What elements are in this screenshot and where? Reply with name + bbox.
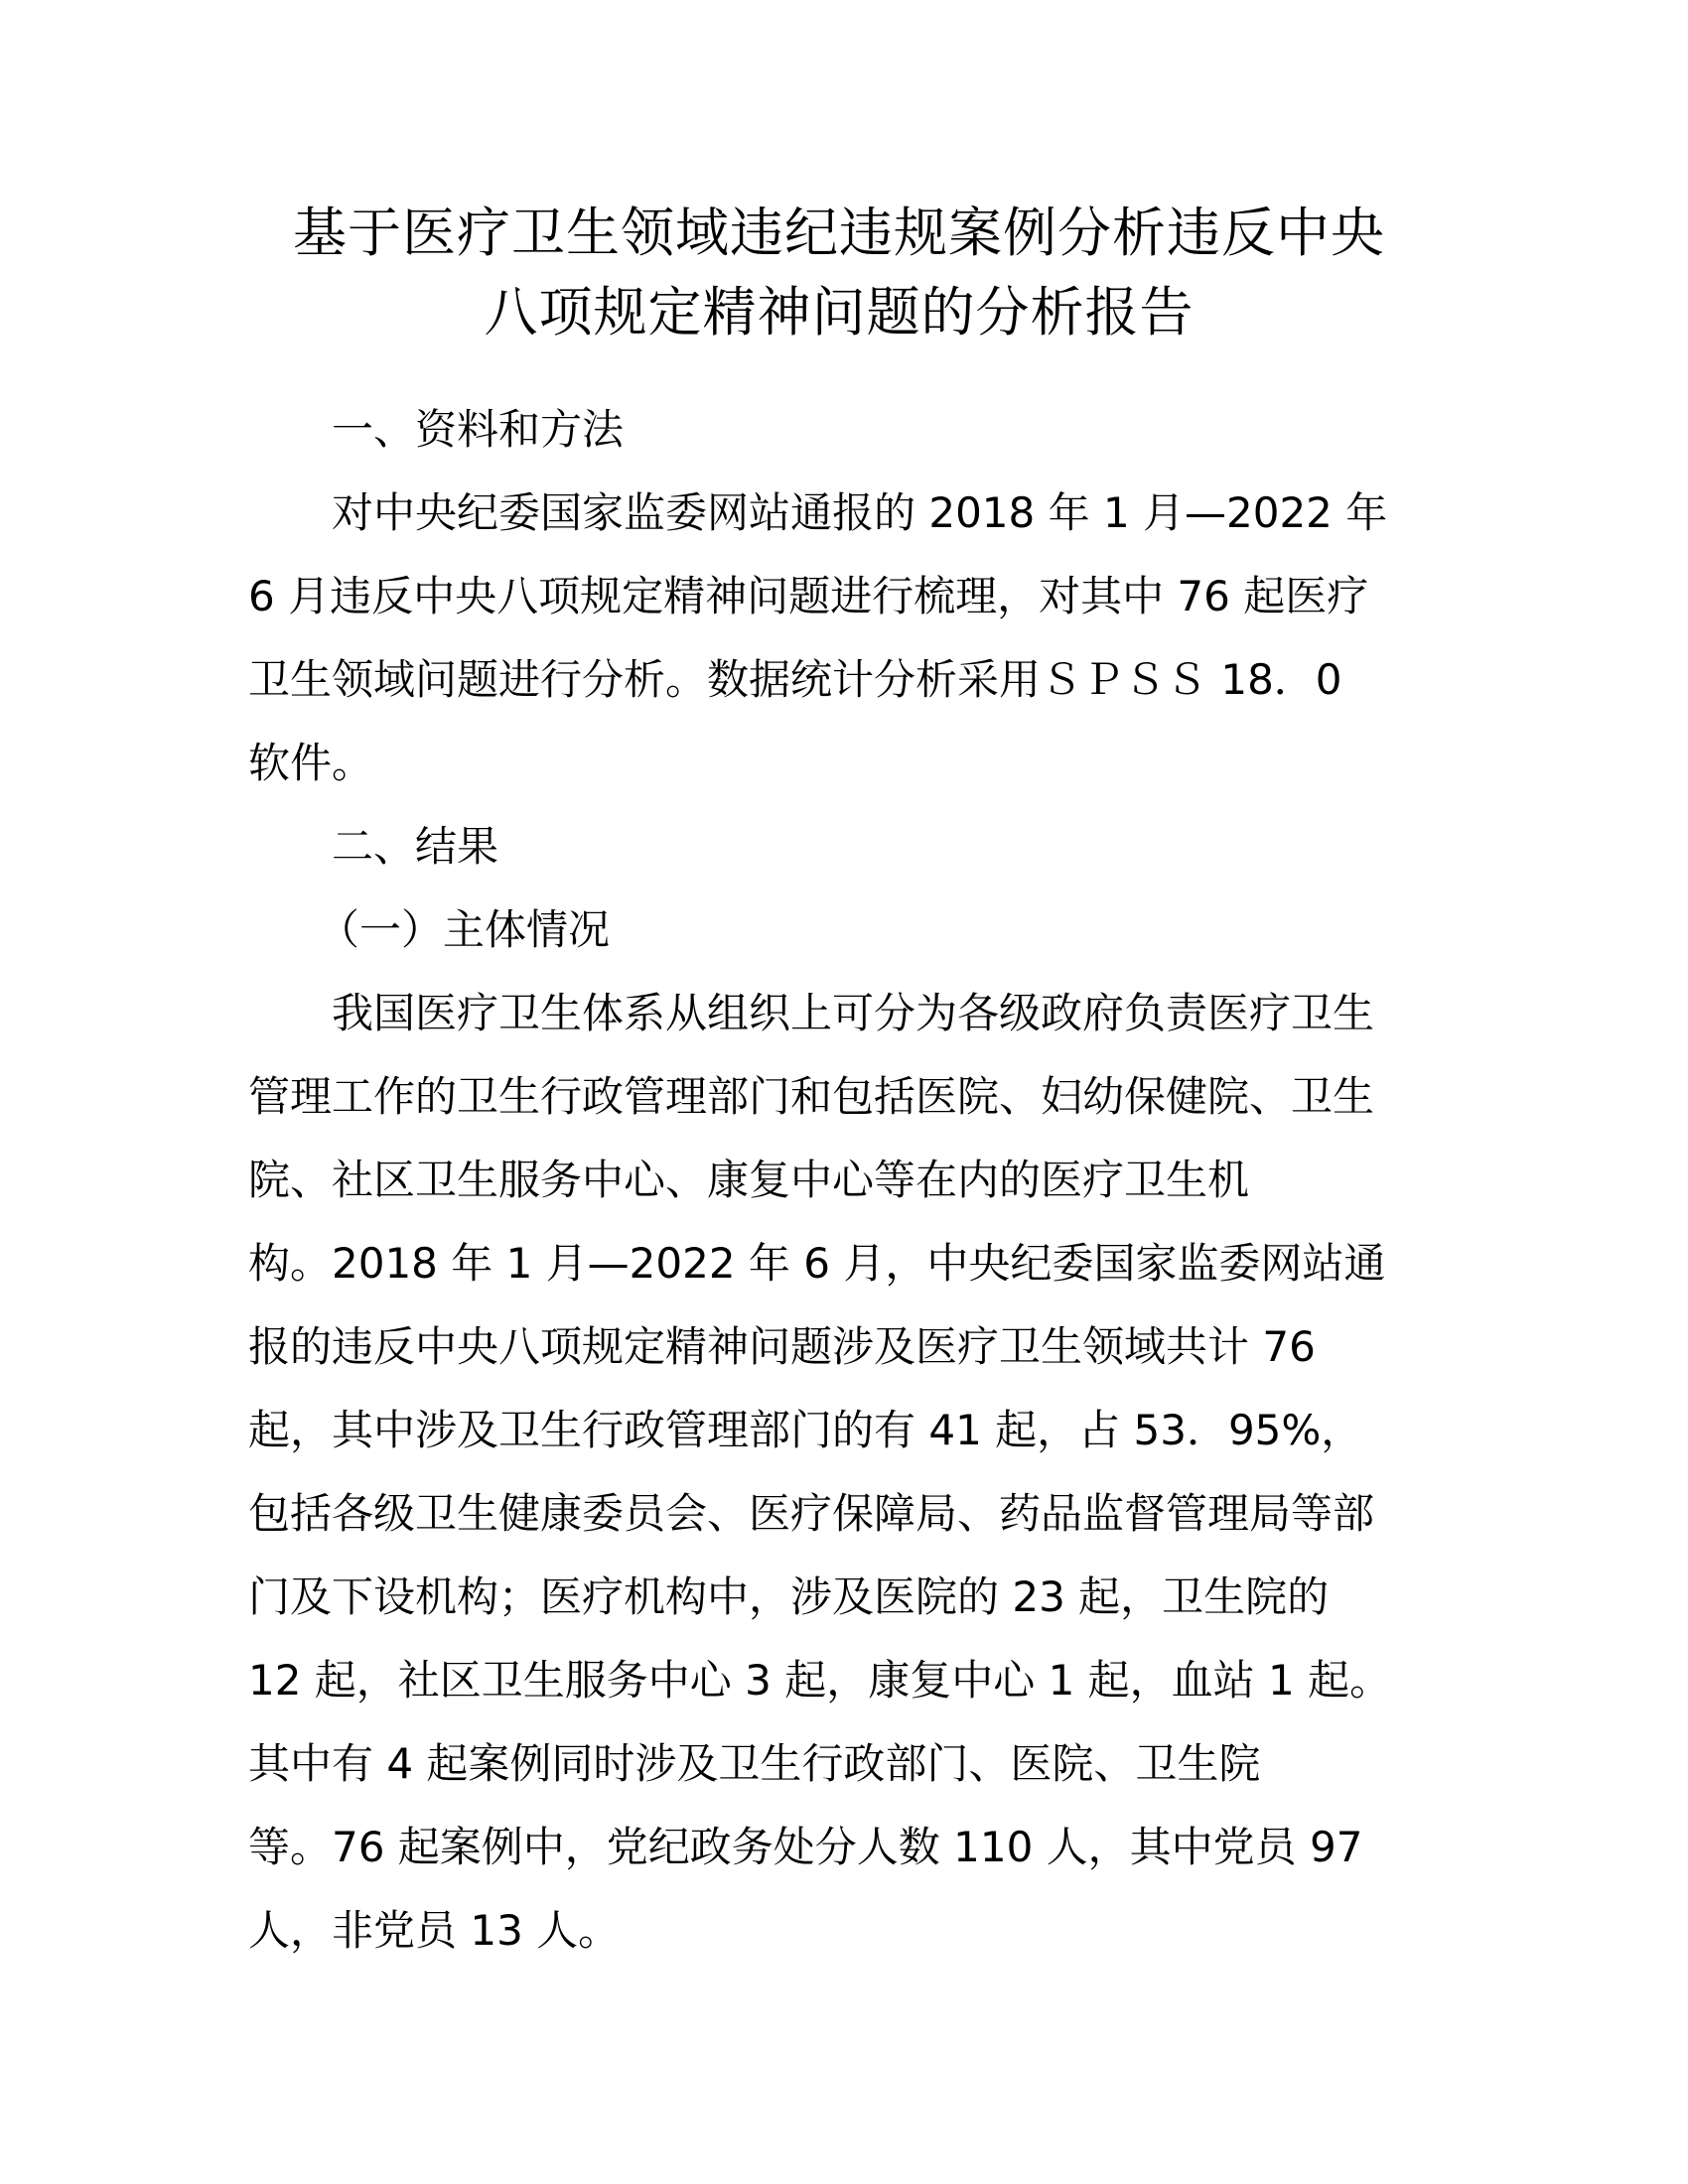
paragraph-line: 包括各级卫生健康委员会、医疗保障局、药品监督管理局等部 <box>248 1489 1375 1538</box>
document-title <box>248 194 1430 352</box>
paragraph-line: 院、社区卫生服务中心、康复中心等在内的医疗卫生机 <box>248 1156 1250 1204</box>
paragraph-subject-situation <box>248 972 1430 1973</box>
paragraph-line: 软件。 <box>248 739 374 787</box>
document-body <box>248 194 1430 1973</box>
paragraph-line: 我国医疗卫生体系从组织上可分为各级政府负责医疗卫生 <box>332 989 1375 1037</box>
section-heading-materials-methods: 一、资料和方法 <box>332 405 625 454</box>
paragraph-line: 6 月违反中央八项规定精神问题进行梳理，对其中 76 起医疗 <box>248 572 1369 620</box>
title-line-1: 基于医疗卫生领域违纪违规案例分析违反中央 <box>293 202 1385 264</box>
paragraph-line: 管理工作的卫生行政管理部门和包括医院、妇幼保健院、卫生 <box>248 1072 1375 1121</box>
title-line-2: 八项规定精神问题的分析报告 <box>484 281 1195 343</box>
section-heading-results: 二、结果 <box>332 822 499 871</box>
paragraph-line: 报的违反中央八项规定精神问题涉及医疗卫生领域共计 76 <box>248 1322 1316 1371</box>
paragraph-line: 起，其中涉及卫生行政管理部门的有 41 起，占 53．95%， <box>248 1406 1363 1454</box>
paragraph-line: 对中央纪委国家监委网站通报的 2018 年 1 月—2022 年 <box>332 488 1388 537</box>
subsection-heading-subject: （一）主体情况 <box>318 905 611 954</box>
paragraph-line: 人，非党员 13 人。 <box>248 1906 621 1955</box>
paragraph-line: 卫生领域问题进行分析。数据统计分析采用ＳＰＳＳ 18．0 <box>248 655 1342 704</box>
paragraph-line: 12 起，社区卫生服务中心 3 起，康复中心 1 起，血站 1 起。 <box>248 1656 1392 1705</box>
paragraph-materials-methods <box>248 472 1430 805</box>
paragraph-line: 等。76 起案例中，党纪政务处分人数 110 人，其中党员 97 <box>248 1823 1363 1871</box>
paragraph-line: 其中有 4 起案例同时涉及卫生行政部门、医院、卫生院 <box>248 1739 1261 1788</box>
paragraph-line: 构。2018 年 1 月—2022 年 6 月，中央纪委国家监委网站通 <box>248 1239 1386 1288</box>
paragraph-line: 门及下设机构；医疗机构中，涉及医院的 23 起，卫生院的 <box>248 1572 1330 1621</box>
